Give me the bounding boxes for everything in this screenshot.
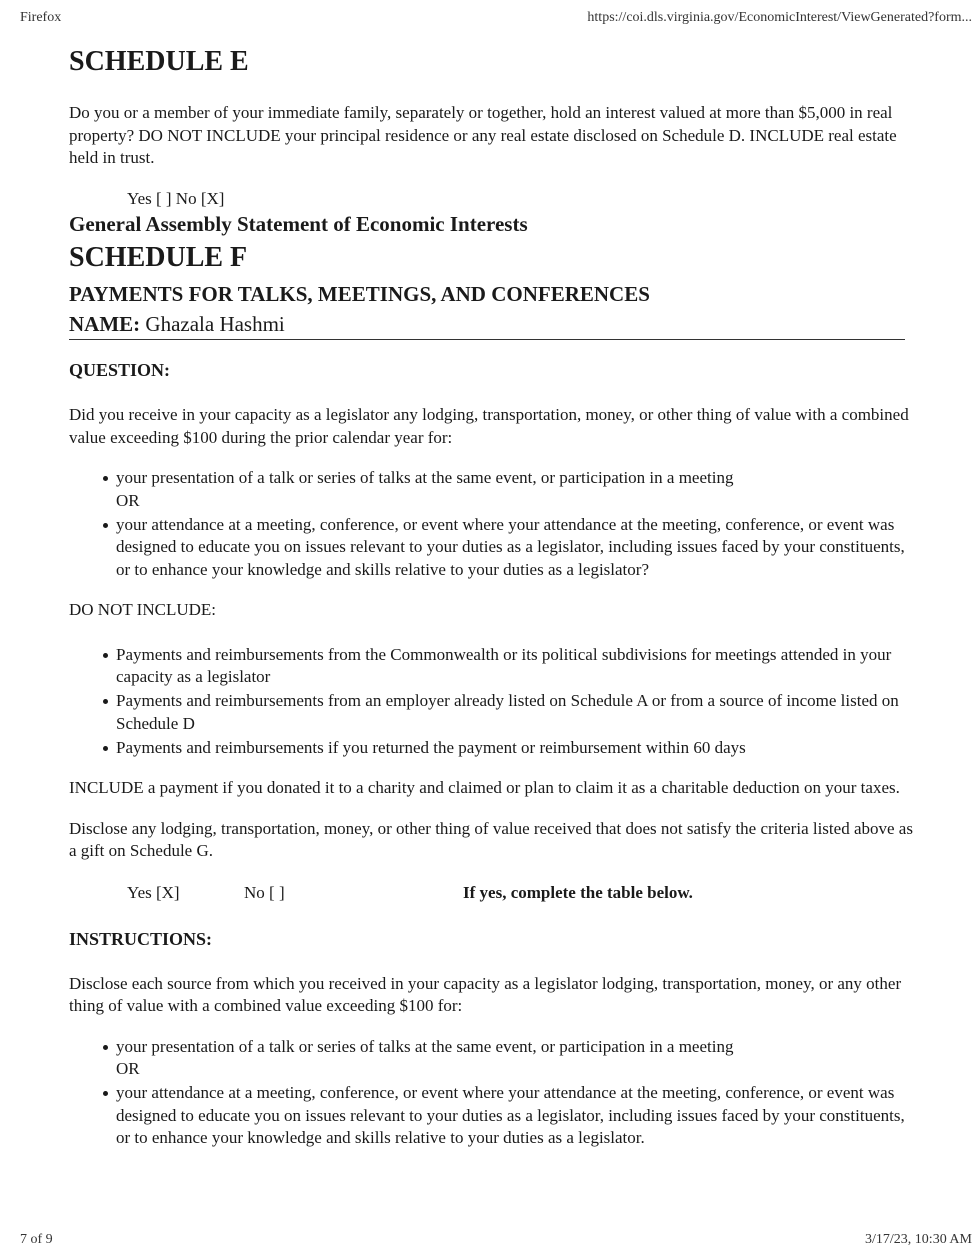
schedule-f-subtitle: PAYMENTS FOR TALKS, MEETINGS, AND CONFERENCES [69,282,650,306]
exclude-bullet: Payments and reimbursements if you returned the payment or reimbursement within 60 days [116,737,919,760]
or-text: OR [116,490,140,510]
question-text: Did you receive in your capacity as a legislator any lodging, transportation, money, or other thing of value with a combined value exceeding $100 during the prior calendar year for: [69,405,909,447]
instructions-text: Disclose each source from which you received in your capacity as a legislator lodging, transportation, money, or any other thing of value with a combined value exceeding $100 for: [69,973,902,1015]
or-text: OR [116,1059,140,1078]
statement-title: General Assembly Statement of Economic Interests [69,212,528,236]
exclude-bullet-list [69,644,919,760]
instruction-bullet-text: your presentation of a talk or series of talks at the same event, or participation in a meeting [116,1036,734,1056]
exclude-bullet: Payments and reimbursements from the Commonwealth or its political subdivisions for meetings attended in your capacity as a legislator [116,644,919,689]
schedule-f-answer [69,881,919,905]
include-text: INCLUDE a payment if you donated it to a charity and claimed or plan to claim it as a charitable deduction on your taxes. [69,778,900,797]
exclude-bullet: Payments and reimbursements from an employer already listed on Schedule A or from a source of income listed on Schedule D [116,690,919,735]
instruction-bullet-list [69,1036,919,1150]
question-label: QUESTION: [69,360,171,380]
page-counter: 7 of 9 [20,1232,53,1247]
disclose-text: Disclose any lodging, transportation, money, or other thing of value received that does not satisfy the criteria listed above as a gift on Schedule G. [69,818,913,860]
name-value: Ghazala Hashmi [145,312,285,336]
instructions-label: INSTRUCTIONS: [69,928,213,949]
if-yes-text: If yes, complete the table below. [463,882,693,902]
yes-answer: Yes [X] [127,882,180,902]
document-content [69,44,919,1151]
schedule-f-title: SCHEDULE F [69,242,248,273]
do-not-include-label: DO NOT INCLUDE: [69,600,217,619]
schedule-e-title: SCHEDULE E [69,46,249,77]
instruction-bullet [116,1036,919,1081]
browser-name: Firefox [20,10,62,25]
page-url: https://coi.dls.virginia.gov/EconomicInterest/ViewGenerated?form... [587,10,972,25]
print-timestamp: 3/17/23, 10:30 AM [865,1232,972,1247]
name-label: NAME: [69,312,141,336]
no-answer: No [ ] [244,882,285,902]
schedule-e-answer: Yes [ ] No [X] [127,188,225,208]
schedule-e-question: Do you or a member of your immediate family, separately or together, hold an interest valued at more than $5,000 in real property? DO NOT INCLUDE your principal residence or any real estate disclosed on Schedule D. INCLUDE real estate held in trust. [69,103,897,167]
question-bullet-text: your presentation of a talk or series of talks at the same event, or participation in a meeting [116,468,734,487]
instruction-bullet: your attendance at a meeting, conference, or event where your attendance at the meeting, conference, or event was designed to educate you on issues relevant to your duties as a legislator, including issues faced by your constituents, or to enhance your knowledge and skills relative to your duties as a legislator. [116,1082,919,1150]
question-bullet: your attendance at a meeting, conference, or event where your attendance at the meeting, conference, or event was designed to educate you on issues relevant to your duties as a legislator, including issues faced by your constituents, or to enhance your knowledge and skills relative to your duties as a legislator? [116,514,919,582]
question-bullet-list [69,467,919,581]
question-bullet [116,467,919,512]
name-line [69,311,905,340]
